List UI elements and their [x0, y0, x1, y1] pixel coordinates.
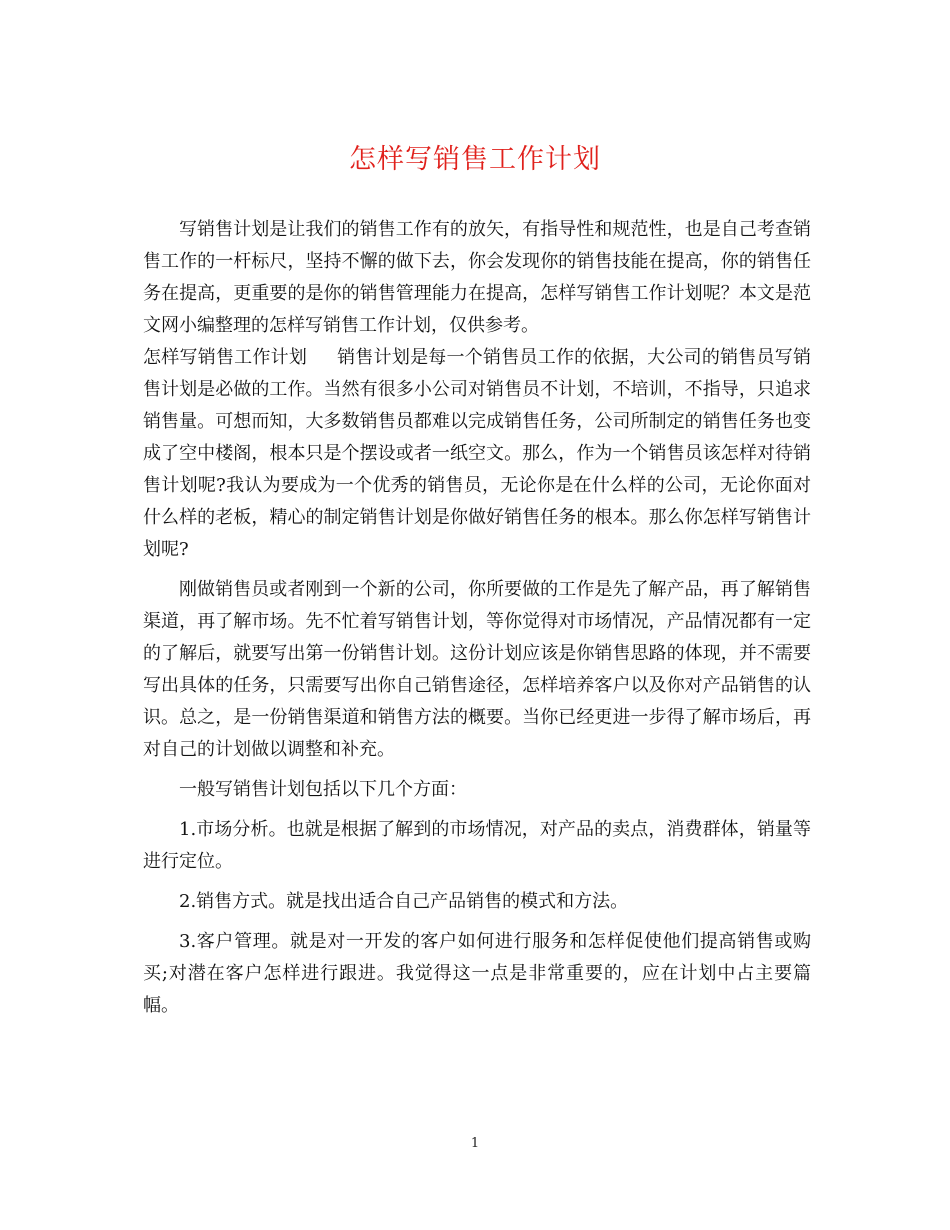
- document-body: [143, 214, 811, 1022]
- list-item-1: 1.市场分析。也就是根据了解到的市场情况，对产品的卖点，消费群体，销量等进行定位。: [143, 819, 811, 872]
- list-item-2: 2.销售方式。就是找出适合自己产品销售的模式和方法。: [179, 891, 629, 912]
- section-heading: 怎样写销售工作计划: [143, 347, 308, 368]
- section-body: 销售计划是每一个销售员工作的依据，大公司的销售员写销售计划是必做的工作。当然有很多小公司对销售员不计划，不培训，不指导，只追求销售量。可想而知，大多数销售员都难以完成销售任务，公司所制定的销售任务也变成了空中楼阁，根本只是个摆设或者一纸空文。那么，作为一个销售员该怎样对待销售计划呢?我认为要成为一个优秀的销售员，无论你是在什么样的公司，无论你面对什么样的老板，精心的制定销售计划是你做好销售任务的根本。那么你怎样写销售计划呢?: [143, 347, 812, 560]
- intro-paragraph: 写销售计划是让我们的销售工作有的放矢，有指导性和规范性，也是自己考查销售工作的一杆标尺，坚持不懈的做下去，你会发现你的销售技能在提高，你的销售任务在提高，更重要的是你的销售管理能力在提高，怎样写销售工作计划呢？本文是范文网小编整理的怎样写销售工作计划，仅供参考。: [143, 219, 811, 336]
- paragraph-3: 刚做销售员或者刚到一个新的公司，你所要做的工作是先了解产品，再了解销售渠道，再了解市场。先不忙着写销售计划，等你觉得对市场情况，产品情况都有一定的了解后，就要写出第一份销售计划。这份计划应该是你销售思路的体现，并不需要写出具体的任务，只需要写出你自己销售途径，怎样培养客户以及你对产品销售的认识。总之，是一份销售渠道和销售方法的概要。当你已经更进一步得了解市场后，再对自己的计划做以调整和补充。: [143, 579, 811, 760]
- section-paragraph: [143, 342, 811, 566]
- page-number: 1: [470, 1136, 480, 1151]
- list-item-3: 3.客户管理。就是对一开发的客户如何进行服务和怎样促使他们提高销售或购买;对潜在客户怎样进行跟进。我觉得这一点是非常重要的，应在计划中占主要篇幅。: [143, 931, 811, 1016]
- paragraph-4: 一般写销售计划包括以下几个方面：: [179, 779, 467, 800]
- document-title: 怎样写销售工作计划: [349, 144, 601, 175]
